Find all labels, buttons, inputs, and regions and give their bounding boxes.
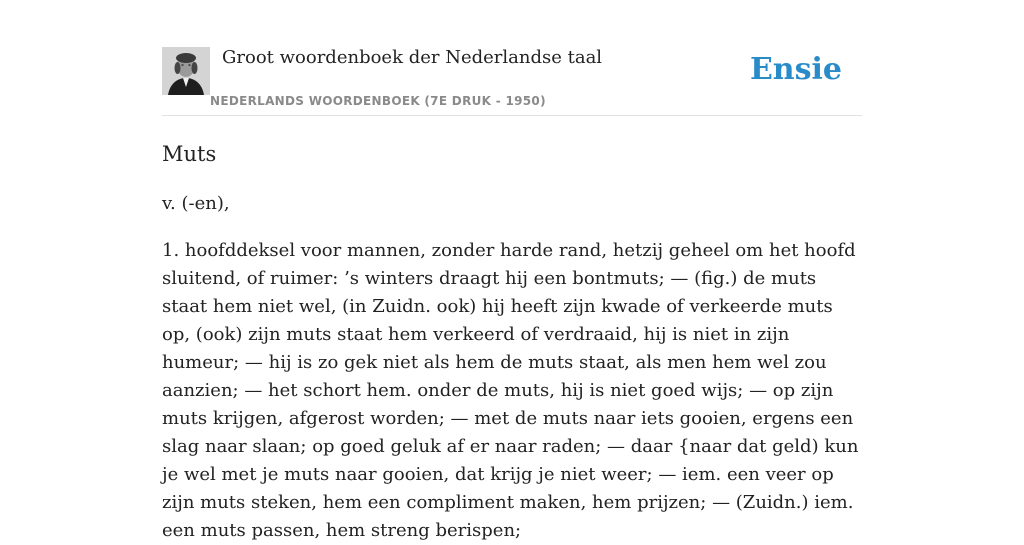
author-portrait-avatar[interactable] [162, 47, 210, 95]
entry-content [162, 138, 864, 545]
dictionary-header [162, 44, 862, 116]
ensie-logo-link[interactable]: Ensie [749, 52, 842, 87]
entry-grammar: v. (-en), [162, 193, 230, 214]
entry-title: Muts [162, 142, 217, 166]
book-subtitle: NEDERLANDS WOORDENBOEK (7E DRUK - 1950) [210, 94, 546, 108]
book-title[interactable]: Groot woordenboek der Nederlandse taal [222, 47, 603, 68]
author-portrait-icon [162, 47, 210, 95]
entry-definition: 1. hoofddeksel voor mannen, zonder harde rand, hetzij geheel om het hoofd sluitend, of ruimer: ’s winters draagt hij een bontmuts; — (fig.) de muts staat hem niet wel, (in Zuidn. ook) hij heeft zijn kwade of verkeerde muts op, (ook) zijn muts staat hem verkeerd of verdraaid, hij is niet in zijn humeur; — hij is zo gek niet als hem de muts staat, als men hem wel zou aanzien; — het schort hem. onder de muts, hij is niet goed wijs; — op zijn muts krijgen, afgerost worden; — met de muts naar iets gooien, ergens een slag naar slaan; op goed geluk af er naar raden; — daar {naar dat geld) kun je wel met je muts naar gooien, dat krijg je niet weer; — iem. een veer op zijn muts steken, hem een compliment maken, hem prijzen; — (Zuidn.) iem. een muts passen, hem streng berispen; [162, 240, 859, 541]
